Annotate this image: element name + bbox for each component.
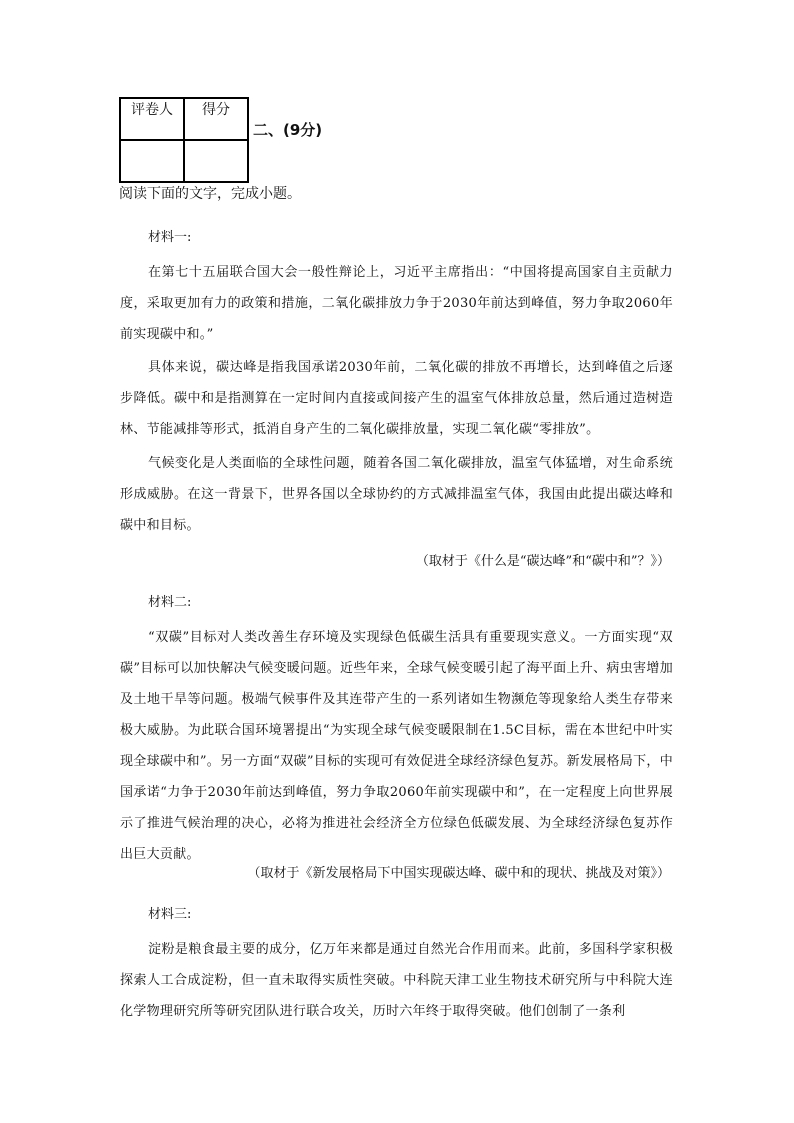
material2-para-1	[120, 622, 673, 870]
score-box	[119, 97, 249, 183]
grader-cell	[120, 140, 184, 182]
section-title: 二、(9分)	[253, 121, 323, 139]
score-cell	[184, 140, 248, 182]
material3-label: 材料三:	[148, 907, 192, 922]
material1-para-3	[120, 448, 673, 541]
material3-para-1	[120, 934, 673, 1027]
material1-para-1	[120, 257, 673, 350]
material1-source: （取材于《什么是“碳达峰”和“碳中和”？》）	[415, 554, 670, 569]
material2-label: 材料二:	[148, 595, 192, 610]
instruction: 阅读下面的文字，完成小题。	[119, 186, 301, 202]
material2-source: （取材于《新发展格局下中国实现碳达峰、碳中和的现状、挑战及对策》）	[247, 866, 670, 881]
paragraph: 具体来说，碳达峰是指我国承诺2030年前，二氧化碳的排放不再增长，达到峰值之后逐步降低。碳中和是指测算在一定时间内直接或间接产生的温室气体排放总量，然后通过造树造林、节能减排等形式，抵消自身产生的二氧化碳排放量，实现二氧化碳“零排放”。	[120, 360, 673, 437]
score-label: 得分	[184, 98, 248, 140]
material1-para-2	[120, 352, 673, 445]
material1-label: 材料一:	[148, 230, 192, 245]
paragraph: “双碳”目标对人类改善生存环境及实现绿色低碳生活具有重要现实意义。一方面实现“双碳”目标可以加快解决气候变暖问题。近些年来，全球气候变暖引起了海平面上升、病虫害增加及土地干旱等问题。极端气候事件及其连带产生的一系列诸如生物濒危等现象给人类生存带来极大威胁。为此联合国环境署提出“为实现全球气候变暖限制在1.5C目标，需在本世纪中叶实现全球碳中和”。另一方面“双碳”目标的实现可有效促进全球经济绿色复苏。新发展格局下，中国承诺“力争于2030年前达到峰值，努力争取2060年前实现碳中和”，在一定程度上向世界展示了推进气候治理的决心，必将为推进社会经济全方位绿色低碳发展、为全球经济绿色复苏作出巨大贡献。	[120, 630, 673, 862]
paragraph: 气候变化是人类面临的全球性问题，随着各国二氧化碳排放，温室气体猛增，对生命系统形成威胁。在这一背景下，世界各国以全球协约的方式减排温室气体，我国由此提出碳达峰和碳中和目标。	[120, 456, 673, 533]
paragraph: 在第七十五届联合国大会一般性辩论上，习近平主席指出：“中国将提高国家自主贡献力度，采取更加有力的政策和措施，二氧化碳排放力争于2030年前达到峰值，努力争取2060年前实现碳中和。”	[120, 265, 673, 342]
paragraph: 淀粉是粮食最主要的成分，亿万年来都是通过自然光合作用而来。此前，多国科学家积极探索人工合成淀粉，但一直未取得实质性突破。中科院天津工业生物技术研究所与中科院大连化学物理研究所等研究团队进行联合攻关，历时六年终于取得突破。他们创制了一条利	[120, 942, 673, 1019]
grader-label: 评卷人	[120, 98, 184, 140]
